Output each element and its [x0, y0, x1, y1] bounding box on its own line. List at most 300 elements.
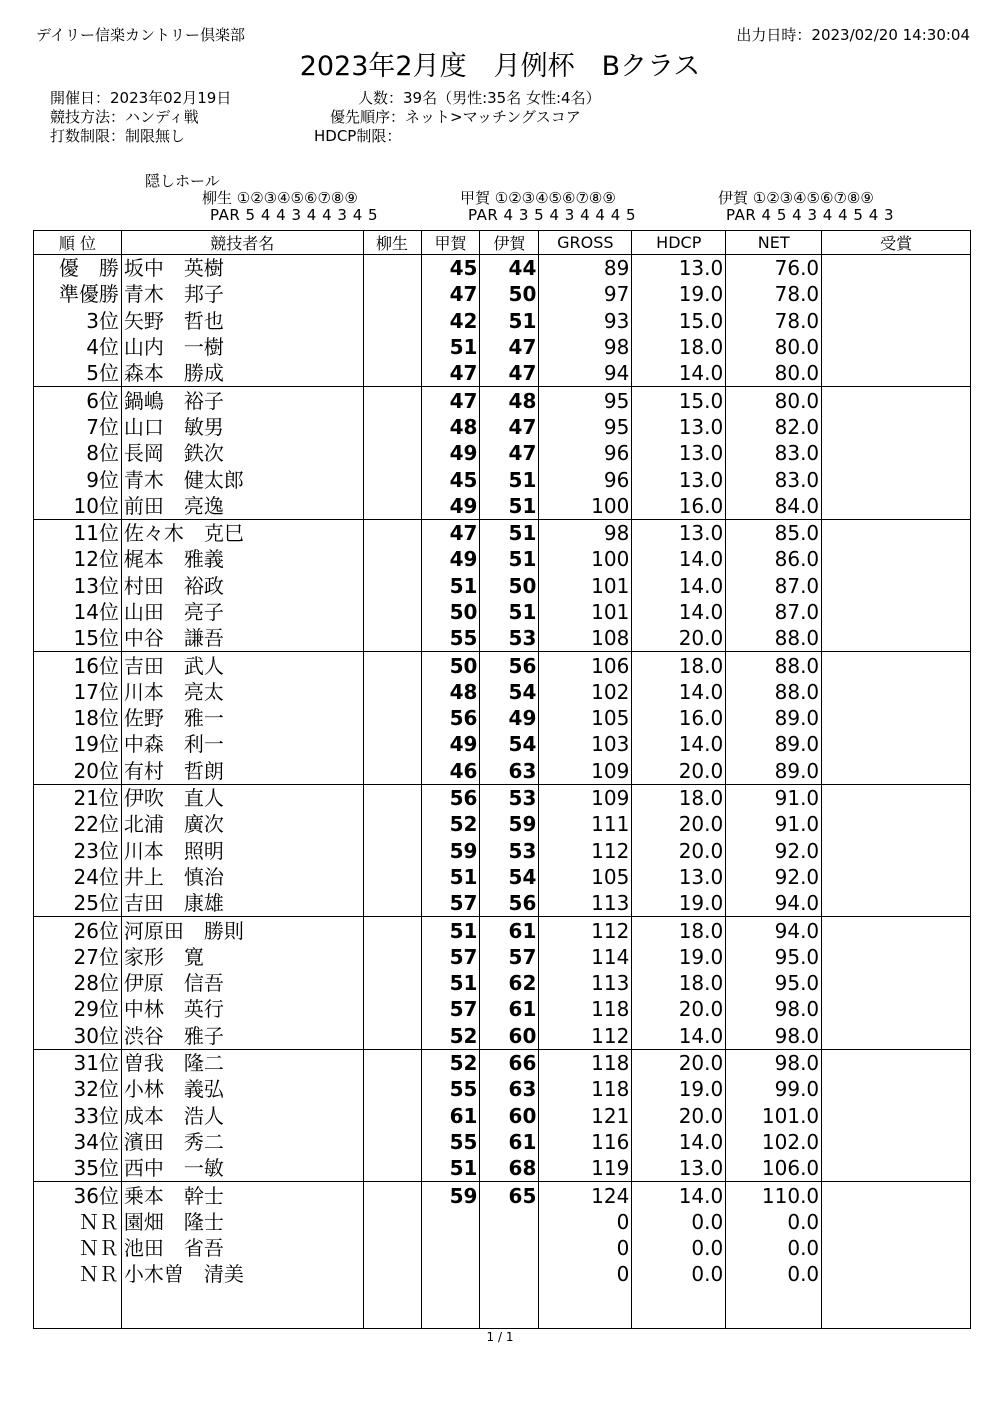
koka-score: 51 — [421, 1155, 480, 1182]
table-row — [34, 1049, 971, 1076]
player-name: 佐野 雅一 — [121, 705, 363, 731]
yagyu-score — [363, 466, 421, 492]
award-cell — [822, 811, 971, 837]
rank-cell: 17位 — [34, 679, 122, 705]
gross-score: 102 — [539, 679, 632, 705]
rank-cell: 10位 — [34, 493, 122, 520]
award-cell — [822, 890, 971, 917]
iga-score: 59 — [480, 811, 539, 837]
award-cell — [822, 944, 971, 970]
koka-score: 47 — [421, 387, 480, 414]
rank-cell: 12位 — [34, 546, 122, 572]
koka-score: 45 — [421, 255, 480, 282]
yagyu-score — [363, 679, 421, 705]
table-row — [34, 731, 971, 757]
player-name: 森本 勝成 — [121, 360, 363, 387]
rank-cell: 6位 — [34, 387, 122, 414]
gross-score: 89 — [539, 255, 632, 282]
player-name: 濱田 秀二 — [121, 1129, 363, 1155]
yagyu-score — [363, 970, 421, 996]
koka-score: 57 — [421, 890, 480, 917]
award-cell — [822, 1023, 971, 1050]
yagyu-score — [363, 1261, 421, 1287]
iga-score: 53 — [480, 625, 539, 652]
yagyu-score — [363, 1182, 421, 1209]
hdcp-value: 18.0 — [632, 652, 726, 679]
table-row — [34, 493, 971, 520]
iga-score: 51 — [480, 519, 539, 546]
award-cell — [822, 546, 971, 572]
gross-score: 98 — [539, 334, 632, 360]
hdcp-value: 16.0 — [632, 493, 726, 520]
yagyu-score — [363, 519, 421, 546]
net-score: 95.0 — [726, 944, 822, 970]
table-row — [34, 1155, 971, 1182]
koka-score: 55 — [421, 1129, 480, 1155]
net-score: 106.0 — [726, 1155, 822, 1182]
iga-score: 48 — [480, 387, 539, 414]
rank-cell: 35位 — [34, 1155, 122, 1182]
net-score: 92.0 — [726, 838, 822, 864]
table-row — [34, 573, 971, 599]
iga-score: 56 — [480, 890, 539, 917]
gross-score: 0 — [539, 1261, 632, 1287]
iga-score: 61 — [480, 996, 539, 1022]
koka-score: 56 — [421, 705, 480, 731]
hdcp-value: 20.0 — [632, 811, 726, 837]
gross-score: 0 — [539, 1235, 632, 1261]
yagyu-score — [363, 440, 421, 466]
rank-cell: 33位 — [34, 1103, 122, 1129]
iga-score: 61 — [480, 1129, 539, 1155]
iga-score: 51 — [480, 466, 539, 492]
table-row — [34, 970, 971, 996]
rank-cell: 18位 — [34, 705, 122, 731]
award-cell — [822, 599, 971, 625]
hdcp-value: 16.0 — [632, 705, 726, 731]
koka-score: 51 — [421, 864, 480, 890]
gross-score: 103 — [539, 731, 632, 757]
rank-cell: 8位 — [34, 440, 122, 466]
net-score: 98.0 — [726, 1049, 822, 1076]
col-koka: 甲賀 — [421, 231, 480, 255]
player-name: 山田 亮子 — [121, 599, 363, 625]
hdcp-value: 14.0 — [632, 679, 726, 705]
hdcp-value: 14.0 — [632, 1129, 726, 1155]
net-score: 102.0 — [726, 1129, 822, 1155]
hdcp-value: 20.0 — [632, 1103, 726, 1129]
iga-score: 60 — [480, 1023, 539, 1050]
net-score: 88.0 — [726, 625, 822, 652]
iga-score: 62 — [480, 970, 539, 996]
award-cell — [822, 838, 971, 864]
gross-score: 112 — [539, 1023, 632, 1050]
net-score: 98.0 — [726, 996, 822, 1022]
hdcp-value: 18.0 — [632, 784, 726, 811]
rank-cell: 24位 — [34, 864, 122, 890]
col-award: 受賞 — [822, 231, 971, 255]
iga-score: 63 — [480, 1076, 539, 1102]
net-score: 89.0 — [726, 731, 822, 757]
award-cell — [822, 440, 971, 466]
hdcp-value: 13.0 — [632, 440, 726, 466]
table-row — [34, 255, 971, 282]
hdcp-value: 18.0 — [632, 917, 726, 944]
gross-score: 112 — [539, 917, 632, 944]
par-iga: PAR 4 5 4 3 4 4 5 4 3 — [726, 206, 895, 224]
award-cell — [822, 864, 971, 890]
net-score: 83.0 — [726, 466, 822, 492]
award-cell — [822, 1049, 971, 1076]
table-row — [34, 1209, 971, 1235]
rank-cell: 27位 — [34, 944, 122, 970]
table-row — [34, 679, 971, 705]
net-score: 78.0 — [726, 308, 822, 334]
rank-cell: 22位 — [34, 811, 122, 837]
yagyu-score — [363, 1209, 421, 1235]
yagyu-score — [363, 784, 421, 811]
yagyu-score — [363, 731, 421, 757]
rank-cell: 25位 — [34, 890, 122, 917]
koka-score: 55 — [421, 1076, 480, 1102]
net-score: 85.0 — [726, 519, 822, 546]
player-name — [121, 1288, 363, 1329]
table-row — [34, 599, 971, 625]
hdcp-value: 19.0 — [632, 281, 726, 307]
yagyu-score — [363, 890, 421, 917]
koka-score: 50 — [421, 652, 480, 679]
event-date: 開催日：2023年02月19日 — [50, 89, 232, 107]
yagyu-score — [363, 360, 421, 387]
rank-cell: 3位 — [34, 308, 122, 334]
table-row — [34, 784, 971, 811]
yagyu-score — [363, 838, 421, 864]
net-score: 0.0 — [726, 1235, 822, 1261]
rank-cell: 16位 — [34, 652, 122, 679]
net-score: 87.0 — [726, 573, 822, 599]
rank-cell: 5位 — [34, 360, 122, 387]
hdcp-value: 19.0 — [632, 1076, 726, 1102]
net-score: 82.0 — [726, 414, 822, 440]
iga-score: 50 — [480, 281, 539, 307]
rank-cell: 14位 — [34, 599, 122, 625]
player-name: 村田 裕政 — [121, 573, 363, 599]
koka-score: 52 — [421, 811, 480, 837]
hdcp-value: 0.0 — [632, 1209, 726, 1235]
player-name: 曽我 隆二 — [121, 1049, 363, 1076]
rank-cell: 36位 — [34, 1182, 122, 1209]
iga-score: 60 — [480, 1103, 539, 1129]
award-cell — [822, 466, 971, 492]
hdcp-value: 0.0 — [632, 1261, 726, 1287]
koka-score: 49 — [421, 493, 480, 520]
hdcp-value: 18.0 — [632, 970, 726, 996]
hdcp-value — [632, 1288, 726, 1329]
table-row — [34, 864, 971, 890]
award-cell — [822, 281, 971, 307]
koka-score: 49 — [421, 546, 480, 572]
col-hdcp: HDCP — [632, 231, 726, 255]
hdcp-value: 13.0 — [632, 864, 726, 890]
net-score: 92.0 — [726, 864, 822, 890]
table-row — [34, 546, 971, 572]
gross-score: 100 — [539, 493, 632, 520]
hdcp-value: 13.0 — [632, 466, 726, 492]
koka-score — [421, 1209, 480, 1235]
iga-score: 47 — [480, 440, 539, 466]
rank-cell: 11位 — [34, 519, 122, 546]
iga-score: 54 — [480, 679, 539, 705]
table-row — [34, 281, 971, 307]
iga-score: 54 — [480, 731, 539, 757]
iga-score — [480, 1288, 539, 1329]
priority-order: 優先順序：ネット>マッチングスコア — [330, 108, 581, 126]
player-name: 佐々木 克巳 — [121, 519, 363, 546]
hdcp-value: 14.0 — [632, 360, 726, 387]
koka-score — [421, 1261, 480, 1287]
award-cell — [822, 1155, 971, 1182]
iga-score — [480, 1209, 539, 1235]
net-score: 80.0 — [726, 360, 822, 387]
hdcp-value: 20.0 — [632, 625, 726, 652]
net-score: 89.0 — [726, 758, 822, 785]
gross-score: 121 — [539, 1103, 632, 1129]
player-name: 中林 英行 — [121, 996, 363, 1022]
player-name: 北浦 廣次 — [121, 811, 363, 837]
net-score: 84.0 — [726, 493, 822, 520]
koka-score: 56 — [421, 784, 480, 811]
award-cell — [822, 731, 971, 757]
hdcp-value: 15.0 — [632, 387, 726, 414]
koka-score — [421, 1235, 480, 1261]
net-score — [726, 1288, 822, 1329]
yagyu-score — [363, 1023, 421, 1050]
rank-cell: 31位 — [34, 1049, 122, 1076]
iga-score: 65 — [480, 1182, 539, 1209]
gross-score — [539, 1288, 632, 1329]
table-row — [34, 466, 971, 492]
col-name: 競技者名 — [121, 231, 363, 255]
table-row — [34, 334, 971, 360]
player-name: 小木曽 清美 — [121, 1261, 363, 1287]
net-score: 91.0 — [726, 811, 822, 837]
koka-score: 51 — [421, 970, 480, 996]
player-name: 川本 照明 — [121, 838, 363, 864]
table-row — [34, 1103, 971, 1129]
rank-cell: 優 勝 — [34, 255, 122, 282]
award-cell — [822, 573, 971, 599]
table-row — [34, 414, 971, 440]
table-row — [34, 1182, 971, 1209]
net-score: 0.0 — [726, 1261, 822, 1287]
net-score: 86.0 — [726, 546, 822, 572]
koka-score: 59 — [421, 838, 480, 864]
yagyu-score — [363, 1155, 421, 1182]
player-name: 伊原 信吾 — [121, 970, 363, 996]
col-iga: 伊賀 — [480, 231, 539, 255]
hdcp-value: 15.0 — [632, 308, 726, 334]
hdcp-value: 0.0 — [632, 1235, 726, 1261]
koka-score: 55 — [421, 625, 480, 652]
net-score: 98.0 — [726, 1023, 822, 1050]
hdcp-value: 19.0 — [632, 890, 726, 917]
par-yagyu: PAR 5 4 4 3 4 4 3 4 5 — [210, 206, 379, 224]
award-cell — [822, 308, 971, 334]
iga-score: 47 — [480, 360, 539, 387]
yagyu-score — [363, 1049, 421, 1076]
yagyu-score — [363, 599, 421, 625]
award-cell — [822, 255, 971, 282]
table-row — [34, 705, 971, 731]
hdcp-value: 20.0 — [632, 996, 726, 1022]
rank-cell: 30位 — [34, 1023, 122, 1050]
player-name: 有村 哲朗 — [121, 758, 363, 785]
yagyu-score — [363, 917, 421, 944]
yagyu-score — [363, 334, 421, 360]
award-cell — [822, 1129, 971, 1155]
award-cell — [822, 705, 971, 731]
player-name: 前田 亮逸 — [121, 493, 363, 520]
net-score: 94.0 — [726, 917, 822, 944]
table-row — [34, 1235, 971, 1261]
table-row — [34, 890, 971, 917]
net-score: 80.0 — [726, 387, 822, 414]
hdcp-value: 20.0 — [632, 758, 726, 785]
stroke-limit: 打数制限：制限無し — [50, 127, 186, 145]
rank-cell: 28位 — [34, 970, 122, 996]
rank-cell: 7位 — [34, 414, 122, 440]
table-row — [34, 917, 971, 944]
iga-score: 56 — [480, 652, 539, 679]
yagyu-score — [363, 1129, 421, 1155]
player-name: 山内 一樹 — [121, 334, 363, 360]
player-name: 井上 慎治 — [121, 864, 363, 890]
net-score: 76.0 — [726, 255, 822, 282]
net-score: 0.0 — [726, 1209, 822, 1235]
koka-score: 48 — [421, 414, 480, 440]
koka-score: 46 — [421, 758, 480, 785]
table-row — [34, 1129, 971, 1155]
iga-score: 51 — [480, 308, 539, 334]
player-name: 中谷 謙吾 — [121, 625, 363, 652]
koka-score: 57 — [421, 944, 480, 970]
player-name: 池田 省吾 — [121, 1235, 363, 1261]
koka-score: 42 — [421, 308, 480, 334]
net-score: 88.0 — [726, 652, 822, 679]
club-name: デイリー信楽カントリー倶楽部 — [36, 26, 245, 44]
hdcp-value: 20.0 — [632, 1049, 726, 1076]
hdcp-value: 13.0 — [632, 519, 726, 546]
gross-score: 109 — [539, 758, 632, 785]
iga-score: 47 — [480, 334, 539, 360]
gross-score: 95 — [539, 414, 632, 440]
rank-cell: ＮＲ — [34, 1261, 122, 1287]
gross-score: 116 — [539, 1129, 632, 1155]
award-cell — [822, 652, 971, 679]
rank-cell — [34, 1288, 122, 1329]
koka-score: 52 — [421, 1049, 480, 1076]
gross-score: 113 — [539, 970, 632, 996]
player-name: 青木 邦子 — [121, 281, 363, 307]
table-row — [34, 1288, 971, 1329]
award-cell — [822, 387, 971, 414]
net-score: 94.0 — [726, 890, 822, 917]
net-score: 88.0 — [726, 679, 822, 705]
player-name: 西中 一敏 — [121, 1155, 363, 1182]
yagyu-score — [363, 996, 421, 1022]
iga-score: 66 — [480, 1049, 539, 1076]
award-cell — [822, 334, 971, 360]
yagyu-score — [363, 493, 421, 520]
gross-score: 124 — [539, 1182, 632, 1209]
koka-score: 51 — [421, 573, 480, 599]
player-name: 成本 浩人 — [121, 1103, 363, 1129]
award-cell — [822, 1261, 971, 1287]
player-name: 青木 健太郎 — [121, 466, 363, 492]
rank-cell: 9位 — [34, 466, 122, 492]
net-score: 99.0 — [726, 1076, 822, 1102]
award-cell — [822, 996, 971, 1022]
table-header — [34, 231, 971, 255]
net-score: 101.0 — [726, 1103, 822, 1129]
iga-score — [480, 1261, 539, 1287]
award-cell — [822, 758, 971, 785]
award-cell — [822, 917, 971, 944]
hdcp-value: 14.0 — [632, 1182, 726, 1209]
player-name: 吉田 康雄 — [121, 890, 363, 917]
award-cell — [822, 1235, 971, 1261]
player-name: 家形 寛 — [121, 944, 363, 970]
yagyu-score — [363, 758, 421, 785]
iga-score: 51 — [480, 546, 539, 572]
net-score: 78.0 — [726, 281, 822, 307]
yagyu-score — [363, 1103, 421, 1129]
yagyu-score — [363, 652, 421, 679]
iga-score: 53 — [480, 784, 539, 811]
net-score: 83.0 — [726, 440, 822, 466]
player-name: 中森 利一 — [121, 731, 363, 757]
gross-score: 100 — [539, 546, 632, 572]
gross-score: 101 — [539, 573, 632, 599]
gross-score: 94 — [539, 360, 632, 387]
player-name: 坂中 英樹 — [121, 255, 363, 282]
col-rank: 順 位 — [34, 231, 122, 255]
player-name: 矢野 哲也 — [121, 308, 363, 334]
rank-cell: 21位 — [34, 784, 122, 811]
par-koka: PAR 4 3 5 4 3 4 4 4 5 — [468, 206, 637, 224]
iga-score: 47 — [480, 414, 539, 440]
gross-score: 93 — [539, 308, 632, 334]
player-name: 吉田 武人 — [121, 652, 363, 679]
award-cell — [822, 970, 971, 996]
award-cell — [822, 625, 971, 652]
iga-score: 54 — [480, 864, 539, 890]
table-row — [34, 360, 971, 387]
hdcp-value: 13.0 — [632, 255, 726, 282]
award-cell — [822, 1076, 971, 1102]
gross-score: 106 — [539, 652, 632, 679]
gross-score: 118 — [539, 996, 632, 1022]
table-row — [34, 440, 971, 466]
yagyu-score — [363, 546, 421, 572]
award-cell — [822, 1209, 971, 1235]
koka-score: 47 — [421, 281, 480, 307]
player-name: 園畑 隆士 — [121, 1209, 363, 1235]
koka-score: 52 — [421, 1023, 480, 1050]
iga-score: 68 — [480, 1155, 539, 1182]
net-score: 95.0 — [726, 970, 822, 996]
page-number: 1 / 1 — [486, 1330, 514, 1344]
